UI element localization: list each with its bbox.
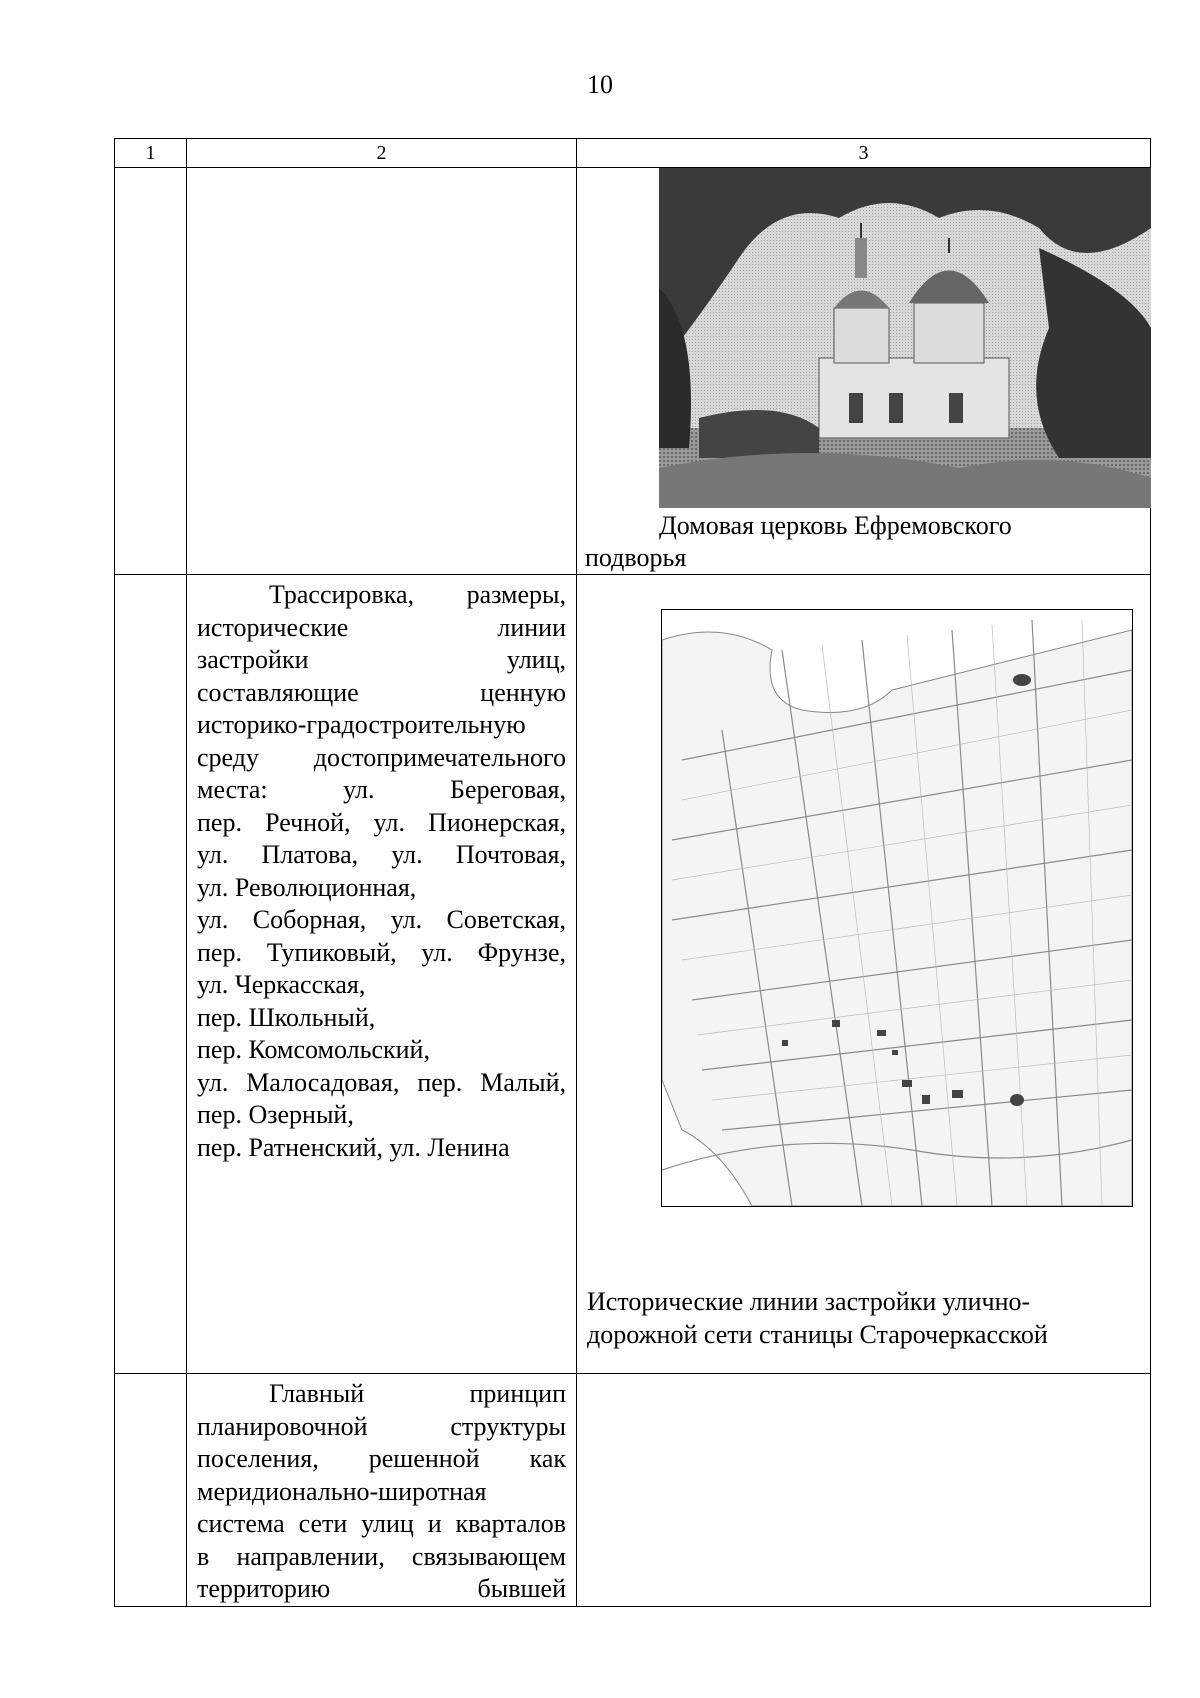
text-line: планировочной структуры xyxy=(197,1411,566,1441)
street-map-image xyxy=(662,610,1132,1206)
street-list-text xyxy=(187,575,576,1164)
church-photo xyxy=(659,168,1151,508)
column-header-1: 1 xyxy=(115,139,187,168)
description-cell xyxy=(187,575,577,1374)
text-line: места: ул. Береговая, xyxy=(197,775,566,804)
text-line: меридионально-широтная xyxy=(197,1476,487,1506)
text-line: поселения, решенной как xyxy=(197,1444,566,1473)
row-number-cell xyxy=(115,168,187,575)
page-number: 10 xyxy=(587,70,613,99)
text-line: ул. Революционная, xyxy=(197,872,417,902)
map-caption-line-2: дорожной сети станицы Старочеркасской xyxy=(587,1320,1048,1349)
text-line: Главный принцип xyxy=(269,1379,566,1408)
column-header-2: 2 xyxy=(187,139,577,168)
text-line: пер. Комсомольский, xyxy=(197,1035,430,1064)
table-row xyxy=(115,575,1151,1374)
photo-caption xyxy=(577,508,1150,574)
photo-caption-line-1: Домовая церковь Ефремовского xyxy=(659,511,1012,540)
text-line: ул. Платова, ул. Почтовая, xyxy=(197,840,566,869)
text-line: пер. Школьный, xyxy=(197,1002,376,1032)
document-table xyxy=(114,138,1151,1607)
description-cell xyxy=(187,168,577,575)
text-line: среду достопримечательного xyxy=(197,742,566,772)
text-line: система сети улиц и кварталов xyxy=(197,1509,566,1538)
map-caption xyxy=(577,1207,1150,1365)
photo-caption-line-2: подворья xyxy=(585,543,687,572)
planning-principle-text xyxy=(187,1374,576,1606)
column-header-3: 3 xyxy=(577,139,1151,168)
description-cell xyxy=(187,1374,577,1607)
text-line: историко-градостроительную xyxy=(197,710,526,739)
text-line: ул. Малосадовая, пер. Малый, xyxy=(197,1067,566,1097)
illustration-cell xyxy=(577,1374,1151,1607)
text-line: ул. Черкасская, xyxy=(197,970,366,999)
illustration-cell xyxy=(577,575,1151,1374)
row-number-cell xyxy=(115,1374,187,1607)
text-line: пер. Речной, ул. Пионерская, xyxy=(197,807,566,837)
text-line: Трассировка, размеры, xyxy=(269,580,566,609)
table-row xyxy=(115,168,1151,575)
map-caption-line-1: Исторические линии застройки улично- xyxy=(587,1287,1031,1316)
text-line: пер. Тупиковый, ул. Фрунзе, xyxy=(197,937,566,967)
row-number-cell xyxy=(115,575,187,1374)
map-frame xyxy=(661,609,1133,1207)
text-line: территорию бывшей xyxy=(197,1574,566,1603)
text-line: исторические линии xyxy=(197,612,566,642)
text-line: составляющие ценную xyxy=(197,677,566,707)
text-line: пер. Ратненский, ул. Ленина xyxy=(197,1132,510,1162)
text-line: пер. Озерный, xyxy=(197,1100,354,1129)
illustration-cell xyxy=(577,168,1151,575)
text-line: в направлении, связывающем xyxy=(197,1541,566,1571)
table-row xyxy=(115,1374,1151,1607)
table-header-row xyxy=(115,139,1151,168)
text-line: ул. Соборная, ул. Советская, xyxy=(197,905,566,934)
text-line: застройки улиц, xyxy=(197,645,566,674)
